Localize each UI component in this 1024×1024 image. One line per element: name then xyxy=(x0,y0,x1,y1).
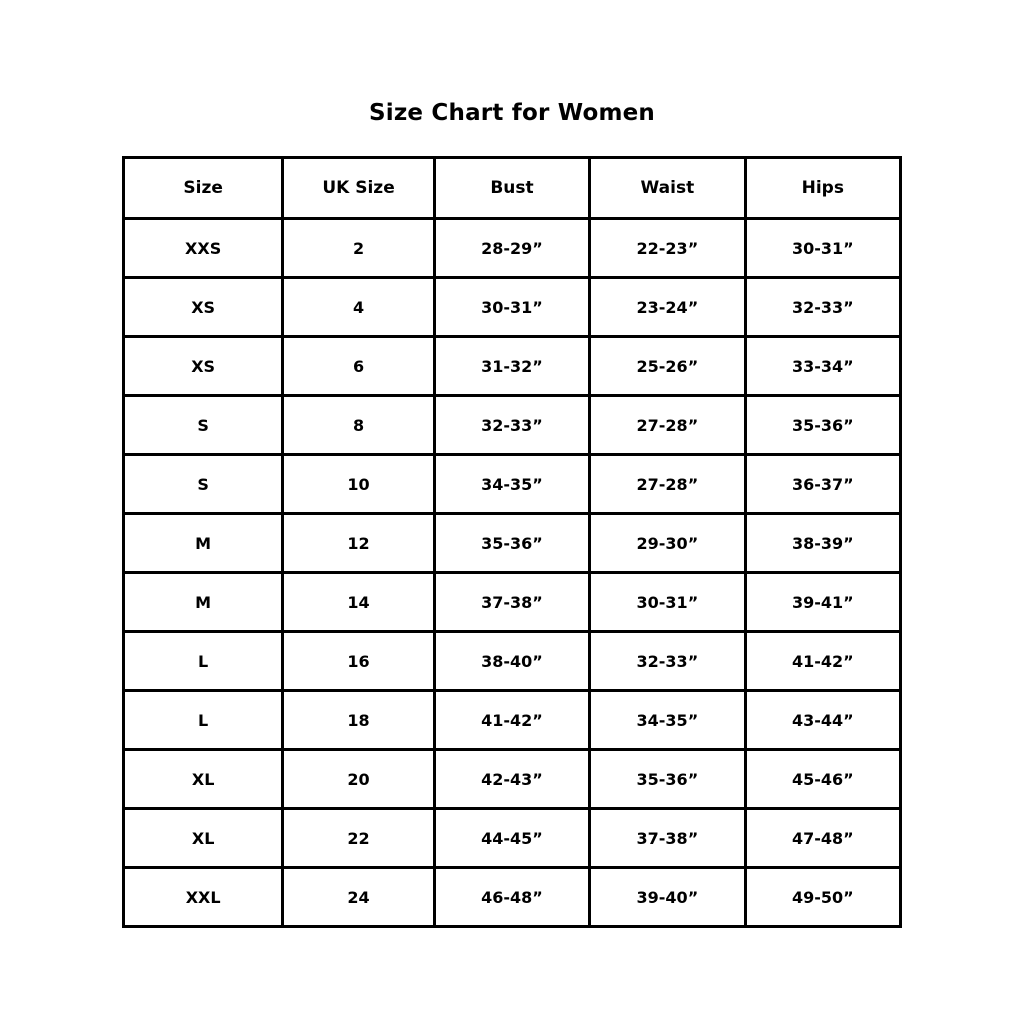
table-row xyxy=(124,573,901,632)
cell-uk-size: 6 xyxy=(283,337,435,396)
cell-size: M xyxy=(124,573,283,632)
cell-hips: 39-41” xyxy=(745,573,900,632)
cell-uk-size: 2 xyxy=(283,219,435,278)
cell-waist: 37-38” xyxy=(590,809,745,868)
cell-bust: 37-38” xyxy=(434,573,589,632)
cell-uk-size: 24 xyxy=(283,868,435,927)
cell-waist: 22-23” xyxy=(590,219,745,278)
cell-waist: 27-28” xyxy=(590,455,745,514)
column-header-uk-size: UK Size xyxy=(283,158,435,219)
cell-hips: 49-50” xyxy=(745,868,900,927)
table-row xyxy=(124,337,901,396)
cell-waist: 32-33” xyxy=(590,632,745,691)
cell-size: XXL xyxy=(124,868,283,927)
column-header-waist: Waist xyxy=(590,158,745,219)
cell-hips: 45-46” xyxy=(745,750,900,809)
cell-waist: 27-28” xyxy=(590,396,745,455)
cell-hips: 38-39” xyxy=(745,514,900,573)
table-row xyxy=(124,868,901,927)
cell-hips: 32-33” xyxy=(745,278,900,337)
cell-uk-size: 18 xyxy=(283,691,435,750)
cell-bust: 44-45” xyxy=(434,809,589,868)
size-table-container xyxy=(122,156,902,928)
column-header-bust: Bust xyxy=(434,158,589,219)
cell-uk-size: 10 xyxy=(283,455,435,514)
cell-size: L xyxy=(124,632,283,691)
cell-bust: 46-48” xyxy=(434,868,589,927)
cell-waist: 35-36” xyxy=(590,750,745,809)
table-row xyxy=(124,219,901,278)
cell-hips: 43-44” xyxy=(745,691,900,750)
cell-uk-size: 8 xyxy=(283,396,435,455)
table-row xyxy=(124,514,901,573)
cell-uk-size: 22 xyxy=(283,809,435,868)
table-row xyxy=(124,809,901,868)
table-row xyxy=(124,396,901,455)
cell-size: L xyxy=(124,691,283,750)
table-row xyxy=(124,278,901,337)
cell-waist: 29-30” xyxy=(590,514,745,573)
cell-bust: 34-35” xyxy=(434,455,589,514)
table-header-row xyxy=(124,158,901,219)
cell-uk-size: 12 xyxy=(283,514,435,573)
table-body xyxy=(124,219,901,927)
table-row xyxy=(124,691,901,750)
cell-hips: 33-34” xyxy=(745,337,900,396)
cell-bust: 31-32” xyxy=(434,337,589,396)
column-header-size: Size xyxy=(124,158,283,219)
cell-size: XS xyxy=(124,278,283,337)
cell-waist: 23-24” xyxy=(590,278,745,337)
cell-bust: 32-33” xyxy=(434,396,589,455)
cell-size: XL xyxy=(124,750,283,809)
table-row xyxy=(124,750,901,809)
cell-waist: 34-35” xyxy=(590,691,745,750)
cell-bust: 41-42” xyxy=(434,691,589,750)
cell-hips: 41-42” xyxy=(745,632,900,691)
cell-uk-size: 20 xyxy=(283,750,435,809)
cell-bust: 28-29” xyxy=(434,219,589,278)
table-row xyxy=(124,455,901,514)
cell-size: S xyxy=(124,455,283,514)
page-title: Size Chart for Women xyxy=(368,100,655,126)
cell-uk-size: 4 xyxy=(283,278,435,337)
cell-hips: 36-37” xyxy=(745,455,900,514)
cell-waist: 25-26” xyxy=(590,337,745,396)
cell-hips: 47-48” xyxy=(745,809,900,868)
cell-waist: 39-40” xyxy=(590,868,745,927)
cell-waist: 30-31” xyxy=(590,573,745,632)
table-header xyxy=(124,158,901,219)
cell-size: S xyxy=(124,396,283,455)
cell-size: XXS xyxy=(124,219,283,278)
cell-hips: 30-31” xyxy=(745,219,900,278)
size-chart-table xyxy=(122,156,902,928)
table-row xyxy=(124,632,901,691)
cell-hips: 35-36” xyxy=(745,396,900,455)
cell-bust: 35-36” xyxy=(434,514,589,573)
column-header-hips: Hips xyxy=(745,158,900,219)
cell-uk-size: 14 xyxy=(283,573,435,632)
cell-bust: 38-40” xyxy=(434,632,589,691)
cell-bust: 30-31” xyxy=(434,278,589,337)
cell-uk-size: 16 xyxy=(283,632,435,691)
cell-size: M xyxy=(124,514,283,573)
cell-size: XS xyxy=(124,337,283,396)
cell-bust: 42-43” xyxy=(434,750,589,809)
cell-size: XL xyxy=(124,809,283,868)
